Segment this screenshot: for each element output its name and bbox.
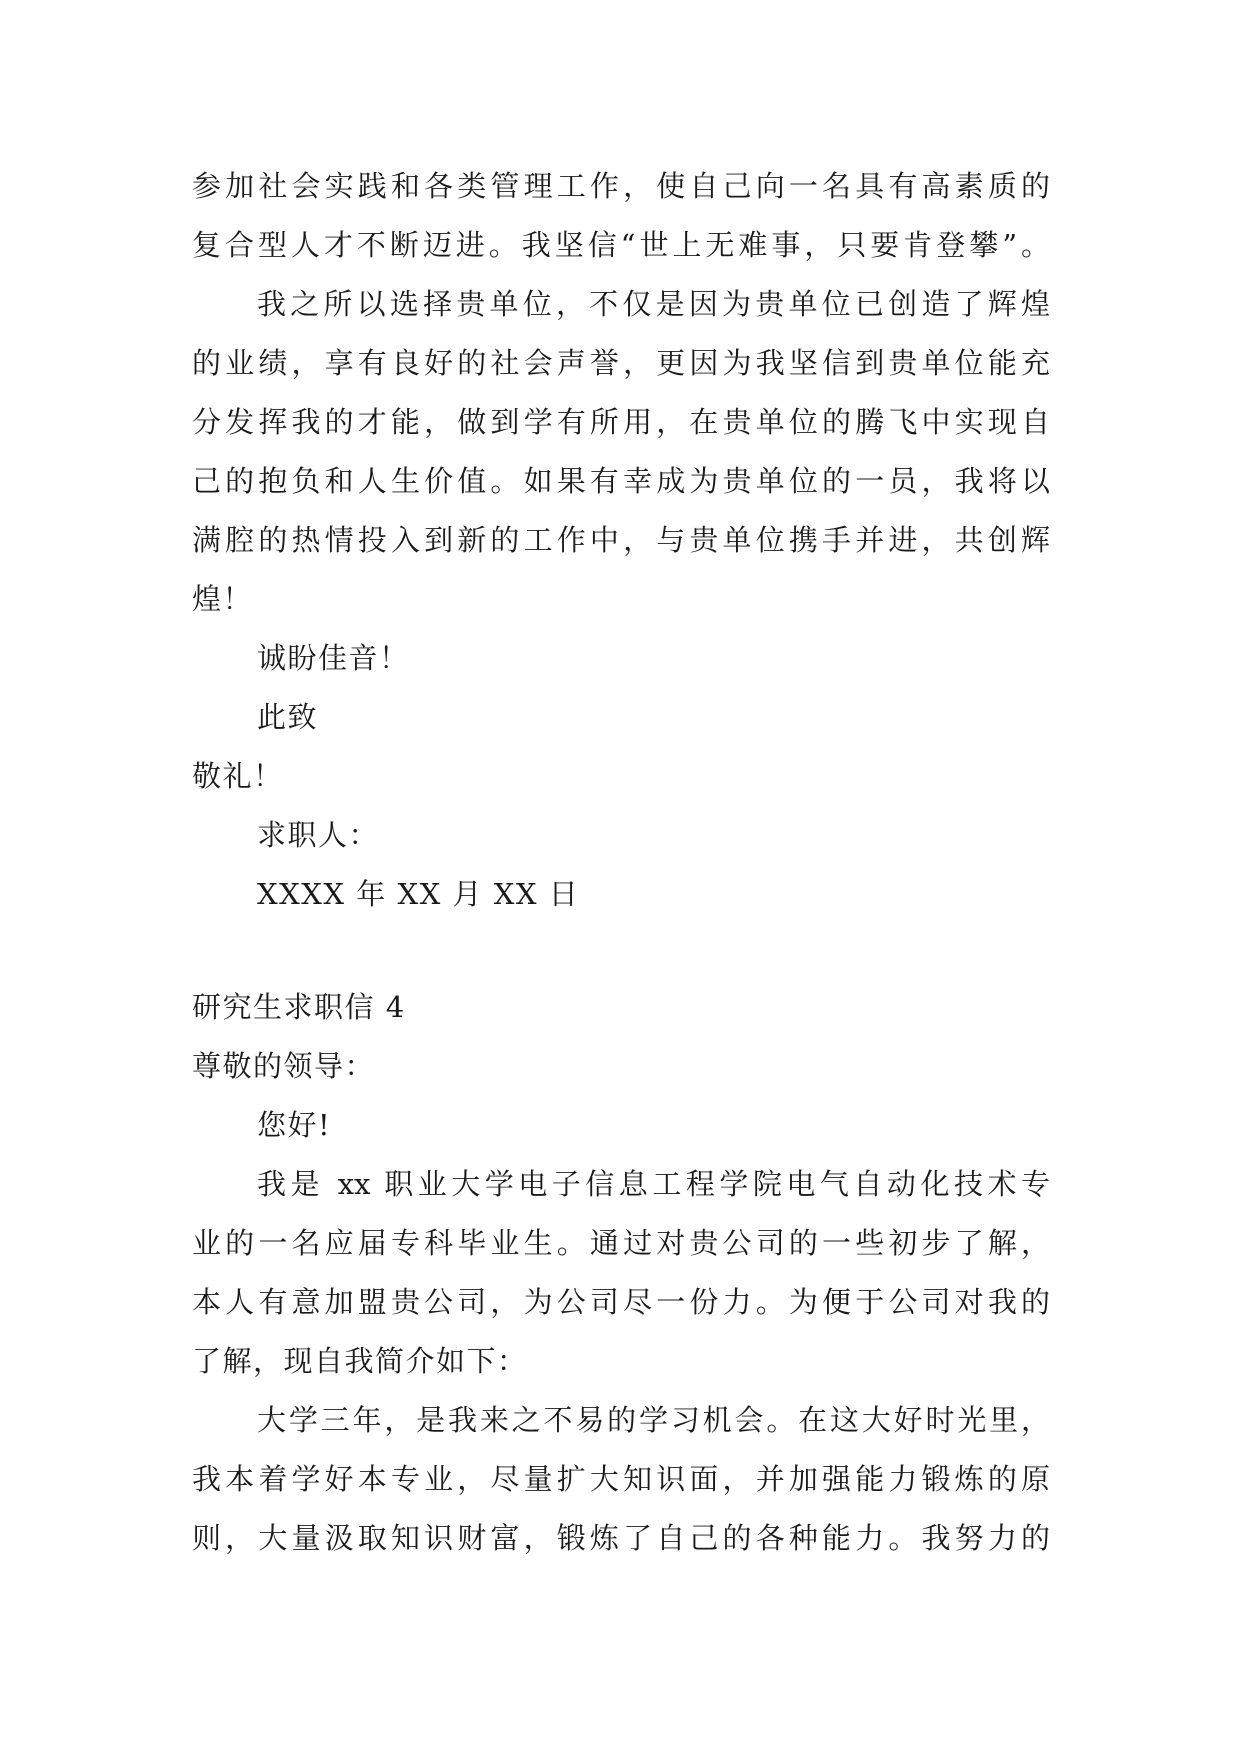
closing-regards: 敬礼！ [192, 759, 284, 793]
section-title: 研究生求职信 4 [192, 990, 406, 1024]
text-line: 的业绩，享有良好的社会声誉，更因为我坚信到贵单位能充 [192, 346, 1050, 380]
text-line: 我本着学好本专业，尽量扩大知识面，并加强能力锻炼的原 [192, 1462, 1050, 1496]
text-line: 大学三年，是我来之不易的学习机会。在这大好时光里， [257, 1403, 1050, 1437]
text-line: 则，大量汲取知识财富，锻炼了自己的各种能力。我努力的 [192, 1521, 1050, 1555]
text-line: 分发挥我的才能，做到学有所用，在贵单位的腾飞中实现自 [192, 405, 1050, 439]
greeting-hello: 您好! [257, 1108, 332, 1142]
text-line: 复合型人才不断迈进。我坚信“世上无难事，只要肯登攀”。 [192, 228, 1050, 262]
signature-label: 求职人： [257, 818, 380, 852]
text-line: 满腔的热情投入到新的工作中，与贵单位携手并进，共创辉 [192, 523, 1050, 557]
text-line: 我是 xx 职业大学电子信息工程学院电气自动化技术专 [257, 1167, 1050, 1201]
text-line: 己的抱负和人生价值。如果有幸成为贵单位的一员，我将以 [192, 464, 1050, 498]
text-line: 我之所以选择贵单位，不仅是因为贵单位已创造了辉煌 [257, 287, 1050, 321]
text-line: 本人有意加盟贵公司，为公司尽一份力。为便于公司对我的 [192, 1285, 1050, 1319]
closing-salutation: 此致 [257, 700, 319, 734]
text-line: 了解，现自我简介如下： [192, 1344, 528, 1378]
text-line: 煌！ [192, 582, 254, 616]
closing-phrase: 诚盼佳音！ [257, 641, 410, 675]
date-line: XXXX 年 XX 月 XX 日 [257, 877, 580, 911]
text-line: 业的一名应届专科毕业生。通过对贵公司的一些初步了解， [192, 1226, 1050, 1260]
greeting: 尊敬的领导： [192, 1049, 376, 1083]
text-line: 参加社会实践和各类管理工作，使自己向一名具有高素质的 [192, 169, 1050, 203]
